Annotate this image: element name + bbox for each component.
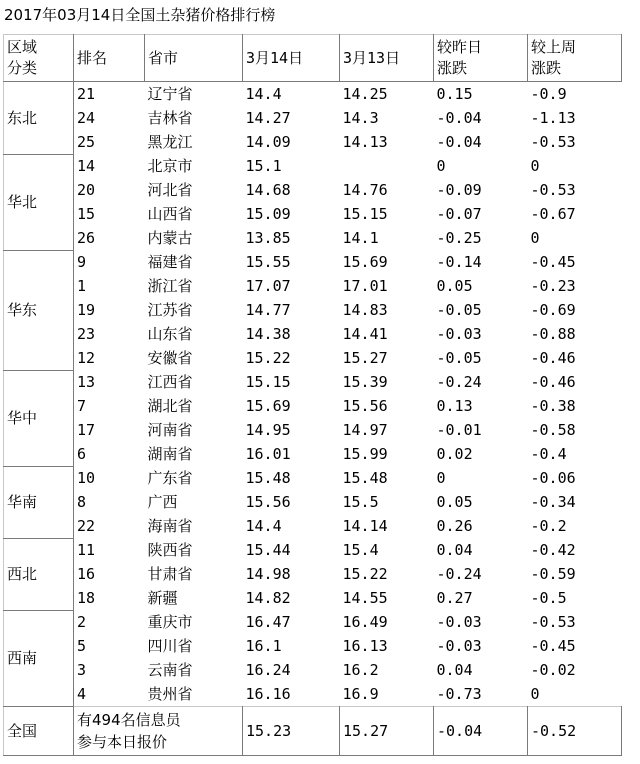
- table-row: [4, 250, 622, 274]
- header-region-line2: 分类: [7, 59, 38, 77]
- region-cell: 西南: [4, 610, 74, 707]
- mar14-cell: 14.95: [245, 421, 291, 439]
- dod-cell: -0.03: [436, 637, 482, 655]
- mar13-cell: 15.99: [342, 445, 388, 463]
- table-row: [4, 226, 622, 250]
- mar13-cell: 15.56: [342, 397, 388, 415]
- wow-cell: -0.46: [530, 349, 576, 367]
- national-note-line1: 有494名信息员: [77, 711, 181, 729]
- province-cell: 黑龙江: [147, 133, 193, 151]
- wow-cell: 0: [530, 229, 540, 247]
- mar13-cell: 14.25: [342, 85, 388, 103]
- rank-cell: 8: [77, 493, 87, 511]
- header-mar14: 3月14日: [243, 35, 340, 82]
- mar13-cell: 15.5: [342, 493, 379, 511]
- header-region-line1: 区域: [7, 38, 38, 56]
- mar13-cell: 14.1: [342, 229, 379, 247]
- dod-cell: 0: [436, 469, 446, 487]
- region-cell: 华中: [4, 370, 74, 466]
- table-row: [4, 442, 622, 466]
- mar13-cell: 15.27: [342, 349, 388, 367]
- dod-cell: 0.02: [436, 445, 473, 463]
- province-cell: 湖北省: [147, 397, 193, 415]
- wow-cell: -0.2: [530, 517, 567, 535]
- header-dod: [434, 35, 528, 82]
- wow-cell: -0.34: [530, 493, 576, 511]
- region-cell: 东北: [4, 82, 74, 155]
- wow-cell: -0.23: [530, 277, 576, 295]
- page-title: 2017年03月14日全国土杂猪价格排行榜: [4, 6, 276, 24]
- rank-cell: 14: [77, 157, 96, 175]
- mar13-cell: 16.2: [342, 661, 379, 679]
- province-cell: 新疆: [147, 589, 178, 607]
- wow-cell: -0.4: [530, 445, 567, 463]
- mar13-cell: 14.14: [342, 517, 388, 535]
- dod-cell: 0.26: [436, 517, 473, 535]
- table-body: [4, 82, 622, 707]
- wow-cell: -0.53: [530, 613, 576, 631]
- mar14-cell: 15.44: [245, 541, 291, 559]
- wow-cell: -0.46: [530, 373, 576, 391]
- header-dod-line2: 涨跌: [437, 59, 468, 77]
- wow-cell: -1.13: [530, 109, 576, 127]
- wow-cell: -0.9: [530, 85, 567, 103]
- province-cell: 海南省: [147, 517, 193, 535]
- rank-cell: 10: [77, 469, 96, 487]
- rank-cell: 6: [77, 445, 87, 463]
- region-cell: 西北: [4, 538, 74, 610]
- province-cell: 重庆市: [147, 613, 193, 631]
- table-row: [4, 346, 622, 370]
- rank-cell: 5: [77, 637, 87, 655]
- table-row: [4, 682, 622, 707]
- province-cell: 山西省: [147, 205, 193, 223]
- province-cell: 福建省: [147, 253, 193, 271]
- mar13-cell: 15.15: [342, 205, 388, 223]
- dod-cell: -0.04: [436, 133, 482, 151]
- table-row: [4, 298, 622, 322]
- table-row: [4, 394, 622, 418]
- national-note-line2: 参与本日报价: [77, 733, 168, 751]
- national-mar13: 15.27: [340, 707, 434, 756]
- table-row: [4, 274, 622, 298]
- wow-cell: -0.45: [530, 637, 576, 655]
- dod-cell: -0.03: [436, 613, 482, 631]
- rank-cell: 24: [77, 109, 96, 127]
- rank-cell: 23: [77, 325, 96, 343]
- mar13-cell: 14.76: [342, 181, 388, 199]
- province-cell: 河南省: [147, 421, 193, 439]
- mar13-cell: 17.01: [342, 277, 388, 295]
- rank-cell: 12: [77, 349, 96, 367]
- dod-cell: -0.01: [436, 421, 482, 439]
- wow-cell: -0.67: [530, 205, 576, 223]
- wow-cell: -0.5: [530, 589, 567, 607]
- table-row: [4, 538, 622, 562]
- mar14-cell: 14.27: [245, 109, 291, 127]
- wow-cell: -0.02: [530, 661, 576, 679]
- header-region: [4, 35, 74, 82]
- province-cell: 山东省: [147, 325, 193, 343]
- province-cell: 内蒙古: [147, 229, 193, 247]
- national-dod: -0.04: [434, 707, 528, 756]
- mar13-cell: 14.97: [342, 421, 388, 439]
- mar14-cell: 15.09: [245, 205, 291, 223]
- wow-cell: -0.38: [530, 397, 576, 415]
- mar13-cell: 15.22: [342, 565, 388, 583]
- dod-cell: 0.15: [436, 85, 473, 103]
- province-cell: 甘肃省: [147, 565, 193, 583]
- mar14-cell: 16.24: [245, 661, 291, 679]
- table-row: [4, 130, 622, 154]
- table-row: [4, 658, 622, 682]
- rank-cell: 7: [77, 397, 87, 415]
- mar14-cell: 14.09: [245, 133, 291, 151]
- header-mar13: 3月13日: [340, 35, 434, 82]
- dod-cell: 0.04: [436, 541, 473, 559]
- header-wow-line1: 较上周: [531, 38, 577, 56]
- rank-cell: 19: [77, 301, 96, 319]
- table-row: [4, 466, 622, 490]
- wow-cell: -0.69: [530, 301, 576, 319]
- national-mar14: 15.23: [243, 707, 340, 756]
- table-row: [4, 514, 622, 538]
- header-wow: [528, 35, 622, 82]
- dod-cell: -0.24: [436, 565, 482, 583]
- table-row: [4, 562, 622, 586]
- rank-cell: 3: [77, 661, 87, 679]
- mar14-cell: 14.98: [245, 565, 291, 583]
- mar13-cell: 14.3: [342, 109, 379, 127]
- mar14-cell: 16.47: [245, 613, 291, 631]
- mar14-cell: 14.38: [245, 325, 291, 343]
- region-cell: 华北: [4, 154, 74, 250]
- mar13-cell: 14.41: [342, 325, 388, 343]
- province-cell: 广西: [147, 493, 178, 511]
- dod-cell: -0.24: [436, 373, 482, 391]
- mar14-cell: 14.82: [245, 589, 291, 607]
- dod-cell: -0.03: [436, 325, 482, 343]
- province-cell: 江苏省: [147, 301, 193, 319]
- wow-cell: -0.58: [530, 421, 576, 439]
- wow-cell: -0.06: [530, 469, 576, 487]
- dod-cell: 0.27: [436, 589, 473, 607]
- rank-cell: 20: [77, 181, 96, 199]
- national-row: [4, 707, 622, 756]
- mar14-cell: 15.15: [245, 373, 291, 391]
- mar14-cell: 14.4: [245, 517, 282, 535]
- national-label: 全国: [4, 707, 74, 756]
- dod-cell: 0.05: [436, 493, 473, 511]
- mar14-cell: 17.07: [245, 277, 291, 295]
- wow-cell: 0: [530, 157, 540, 175]
- rank-cell: 1: [77, 277, 87, 295]
- mar13-cell: 16.49: [342, 613, 388, 631]
- header-rank: 排名: [74, 35, 145, 82]
- province-cell: 浙江省: [147, 277, 193, 295]
- rank-cell: 22: [77, 517, 96, 535]
- wow-cell: -0.59: [530, 565, 576, 583]
- province-cell: 北京市: [147, 157, 193, 175]
- province-cell: 吉林省: [147, 109, 193, 127]
- mar13-cell: 14.13: [342, 133, 388, 151]
- header-row: [4, 35, 622, 82]
- table-row: [4, 322, 622, 346]
- mar14-cell: 15.22: [245, 349, 291, 367]
- national-wow: -0.52: [528, 707, 622, 756]
- table-row: [4, 82, 622, 107]
- mar13-cell: 14.83: [342, 301, 388, 319]
- dod-cell: -0.25: [436, 229, 482, 247]
- dod-cell: 0: [436, 157, 446, 175]
- region-cell: 华南: [4, 466, 74, 538]
- dod-cell: -0.09: [436, 181, 482, 199]
- rank-cell: 9: [77, 253, 87, 271]
- mar13-cell: 15.48: [342, 469, 388, 487]
- wow-cell: -0.88: [530, 325, 576, 343]
- province-cell: 贵州省: [147, 685, 193, 703]
- mar14-cell: 15.69: [245, 397, 291, 415]
- header-province: 省市: [145, 35, 243, 82]
- table-row: [4, 634, 622, 658]
- mar14-cell: 15.56: [245, 493, 291, 511]
- mar13-cell: 15.69: [342, 253, 388, 271]
- wow-cell: -0.45: [530, 253, 576, 271]
- mar14-cell: 15.55: [245, 253, 291, 271]
- table-row: [4, 154, 622, 178]
- rank-cell: 21: [77, 85, 96, 103]
- rank-cell: 15: [77, 205, 96, 223]
- province-cell: 辽宁省: [147, 85, 193, 103]
- province-cell: 湖南省: [147, 445, 193, 463]
- table-row: [4, 106, 622, 130]
- table-row: [4, 490, 622, 514]
- province-cell: 河北省: [147, 181, 193, 199]
- mar14-cell: 14.68: [245, 181, 291, 199]
- table-row: [4, 418, 622, 442]
- rank-cell: 2: [77, 613, 87, 631]
- header-dod-line1: 较昨日: [437, 38, 483, 56]
- mar14-cell: 13.85: [245, 229, 291, 247]
- mar14-cell: 16.16: [245, 685, 291, 703]
- region-cell: 华东: [4, 250, 74, 370]
- price-ranking-table: [3, 34, 622, 756]
- rank-cell: 11: [77, 541, 96, 559]
- mar14-cell: 16.01: [245, 445, 291, 463]
- mar13-cell: 15.39: [342, 373, 388, 391]
- header-wow-line2: 涨跌: [531, 59, 562, 77]
- table-row: [4, 370, 622, 394]
- table-row: [4, 586, 622, 610]
- dod-cell: -0.14: [436, 253, 482, 271]
- mar14-cell: 14.77: [245, 301, 291, 319]
- province-cell: 云南省: [147, 661, 193, 679]
- wow-cell: 0: [530, 685, 540, 703]
- rank-cell: 18: [77, 589, 96, 607]
- rank-cell: 25: [77, 133, 96, 151]
- table-row: [4, 202, 622, 226]
- province-cell: 安徽省: [147, 349, 193, 367]
- mar14-cell: 14.4: [245, 85, 282, 103]
- table-row: [4, 178, 622, 202]
- mar13-cell: 16.13: [342, 637, 388, 655]
- province-cell: 四川省: [147, 637, 193, 655]
- dod-cell: -0.07: [436, 205, 482, 223]
- table-row: [4, 610, 622, 634]
- rank-cell: 26: [77, 229, 96, 247]
- rank-cell: 4: [77, 685, 87, 703]
- wow-cell: -0.53: [530, 181, 576, 199]
- dod-cell: 0.13: [436, 397, 473, 415]
- rank-cell: 13: [77, 373, 96, 391]
- dod-cell: -0.73: [436, 685, 482, 703]
- province-cell: 江西省: [147, 373, 193, 391]
- mar13-cell: [340, 154, 434, 178]
- dod-cell: 0.05: [436, 277, 473, 295]
- mar13-cell: 15.4: [342, 541, 379, 559]
- dod-cell: 0.04: [436, 661, 473, 679]
- dod-cell: -0.05: [436, 301, 482, 319]
- mar14-cell: 15.1: [245, 157, 282, 175]
- wow-cell: -0.42: [530, 541, 576, 559]
- mar13-cell: 14.55: [342, 589, 388, 607]
- national-note: [74, 707, 243, 756]
- rank-cell: 17: [77, 421, 96, 439]
- mar14-cell: 15.48: [245, 469, 291, 487]
- mar14-cell: 16.1: [245, 637, 282, 655]
- province-cell: 陕西省: [147, 541, 193, 559]
- wow-cell: -0.53: [530, 133, 576, 151]
- mar13-cell: 16.9: [342, 685, 379, 703]
- province-cell: 广东省: [147, 469, 193, 487]
- dod-cell: -0.04: [436, 109, 482, 127]
- dod-cell: -0.05: [436, 349, 482, 367]
- rank-cell: 16: [77, 565, 96, 583]
